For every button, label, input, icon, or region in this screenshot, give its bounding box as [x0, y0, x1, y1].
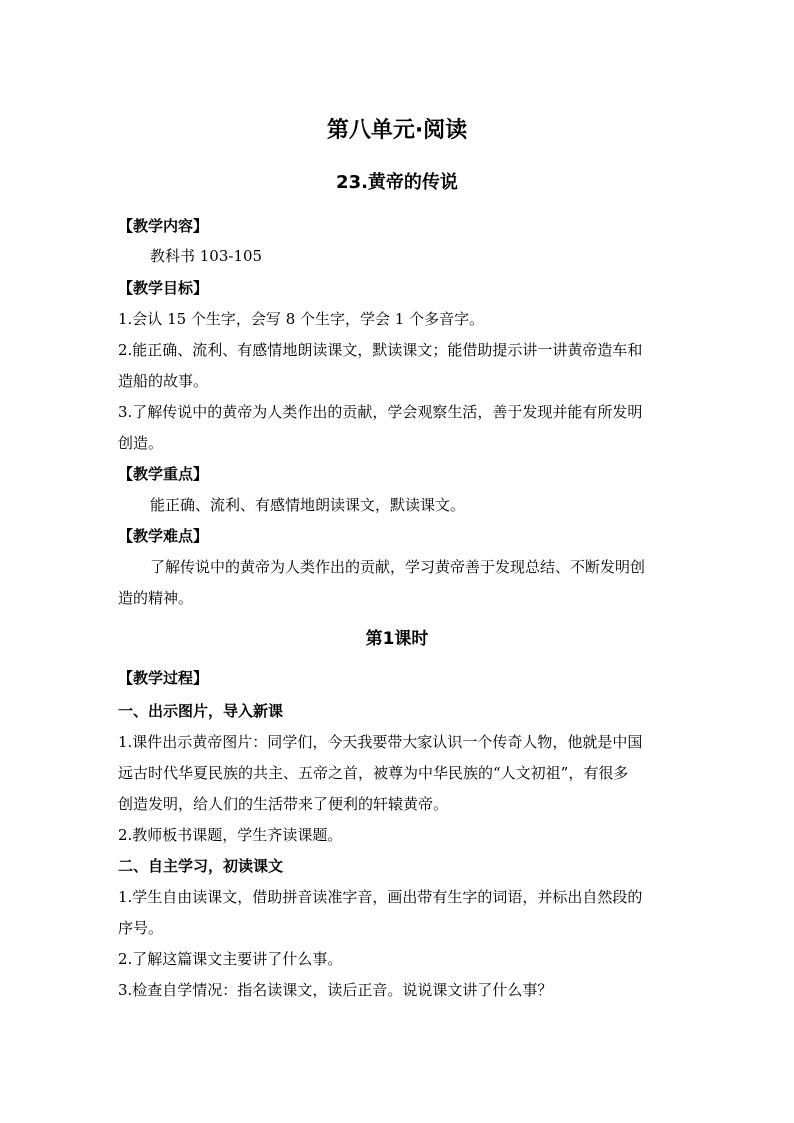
goal-2-line-2: 造船的故事。: [118, 372, 209, 390]
goal-3-line-2: 创造。: [118, 434, 164, 452]
difficulty-line-1: 了解传说中的黄帝为人类作出的贡献，学习黄帝善于发现总结、不断发明创: [150, 558, 646, 576]
step-1-item-1-line-3: 创造发明，给人们的生活带来了便利的轩辕黄帝。: [118, 795, 449, 813]
step-2-item-1-line-2: 序号。: [118, 919, 164, 937]
difficulty-line-2: 造的精神。: [118, 589, 194, 607]
key-text: 能正确、流利、有感情地朗读课文，默读课文。: [150, 496, 466, 514]
key-heading: 【教学重点】: [118, 465, 209, 483]
difficulty-heading: 【教学难点】: [118, 527, 209, 545]
goals-heading: 【教学目标】: [118, 279, 209, 297]
step-1-item-1-line-1: 1.课件出示黄帝图片：同学们，今天我要带大家认识一个传奇人物，他就是中国: [118, 733, 643, 751]
process-heading: 【教学过程】: [118, 669, 209, 687]
step-1-item-2: 2.教师板书课题，学生齐读课题。: [118, 826, 343, 844]
step-1-heading: 一、出示图片，导入新课: [118, 702, 284, 720]
unit-title: 第八单元·阅读: [326, 118, 468, 143]
step-2-heading: 二、自主学习，初读课文: [118, 857, 284, 875]
step-2-item-1-line-1: 1.学生自由读课文，借助拼音读准字音，画出带有生字的词语，并标出自然段的: [118, 888, 643, 906]
period-title: 第1课时: [365, 629, 429, 649]
content-text: 教科书 103-105: [150, 247, 263, 265]
step-2-item-3: 3.检查自学情况：指名读课文，读后正音。说说课文讲了什么事？: [118, 981, 553, 999]
content-heading: 【教学内容】: [118, 217, 209, 235]
goal-3-line-1: 3.了解传说中的黄帝为人类作出的贡献，学会观察生活，善于发现并能有所发明: [118, 403, 643, 421]
step-1-item-1-line-2: 远古时代华夏民族的共主、五帝之首，被尊为中华民族的“人文初祖”，有很多: [118, 764, 629, 782]
goal-1: 1.会认 15 个生字，会写 8 个生字，学会 1 个多音字。: [118, 310, 485, 328]
goal-2-line-1: 2.能正确、流利、有感情地朗读课文，默读课文；能借助提示讲一讲黄帝造车和: [118, 341, 643, 359]
step-2-item-2: 2.了解这篇课文主要讲了什么事。: [118, 950, 343, 968]
lesson-title: 23.黄帝的传说: [336, 172, 458, 193]
